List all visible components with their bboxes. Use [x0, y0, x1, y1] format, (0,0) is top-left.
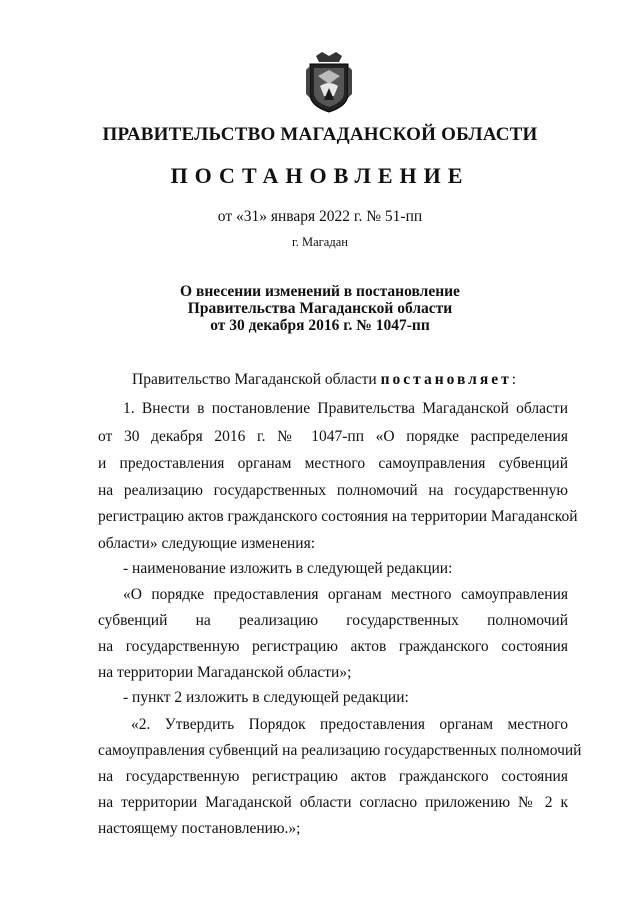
body-line: «О порядке предоставления органам местного самоуправления [123, 586, 568, 603]
body-line: на территории Магаданской области согласно приложению № 2 к [98, 794, 568, 811]
body-line: «2. Утвердить Порядок предоставления органам местного [131, 716, 568, 733]
organization-title: ПРАВИТЕЛЬСТВО МАГАДАНСКОЙ ОБЛАСТИ [102, 124, 538, 145]
preamble-text: Правительство Магаданской области [132, 371, 381, 388]
body-line: и предоставления органам местного самоуправления субвенций [98, 455, 568, 472]
body-line: самоуправления субвенций на реализацию государственных полномочий [98, 742, 582, 759]
document-date-number: от «31» января 2022 г. № 51-пп [217, 208, 423, 225]
preamble [98, 371, 568, 389]
body-line: области» следующие изменения: [98, 535, 316, 552]
subject-line: от 30 декабря 2016 г. № 1047-пп [210, 317, 430, 334]
subject-line: Правительства Магаданской области [187, 300, 453, 317]
preamble-colon: : [511, 371, 517, 388]
body-line: настоящему постановлению.»; [98, 820, 301, 837]
body-line: на территории Магаданской области»; [98, 664, 352, 681]
document-subject [0, 283, 640, 334]
body-line: 1. Внести в постановление Правительства Магаданской области [123, 400, 568, 417]
body-line: на государственную регистрацию актов гражданского состояния [98, 638, 568, 655]
document-city: г. Магадан [292, 235, 348, 249]
body-line: субвенций на реализацию государственных полномочий [98, 612, 568, 629]
document-type-title: ПОСТАНОВЛЕНИЕ [170, 163, 470, 188]
body-line: регистрацию актов гражданского состояния на территории Магаданской [98, 508, 578, 525]
subject-line: О внесении изменений в постановление [180, 283, 460, 300]
body-line: на реализацию государственных полномочий на государственную [98, 482, 568, 499]
coat-of-arms-icon [304, 50, 354, 114]
body-line: - наименование изложить в следующей редакции: [123, 560, 453, 577]
preamble-decree: постановляет [380, 371, 512, 388]
body-line: на государственную регистрацию актов гражданского состояния [98, 768, 568, 785]
body-line: от 30 декабря 2016 г. № 1047-пп «О порядке распределения [98, 428, 568, 445]
body-line: - пункт 2 изложить в следующей редакции: [123, 689, 409, 706]
